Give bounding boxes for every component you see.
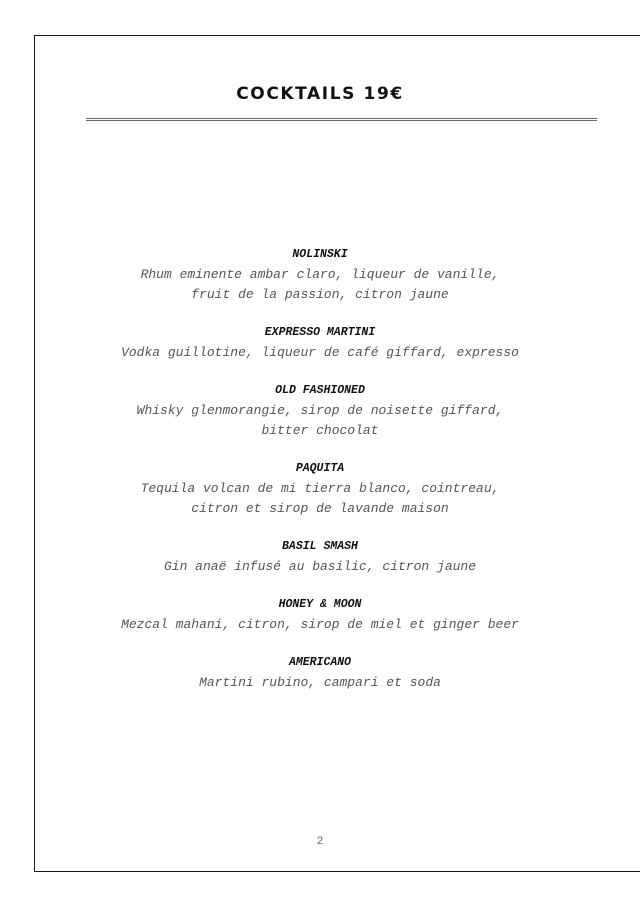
cocktail-name: PAQUITA: [295, 462, 345, 475]
cocktail-description-line: Martini rubino, campari et soda: [199, 675, 441, 690]
menu-item: [0, 384, 640, 441]
cocktail-name: OLD FASHIONED: [275, 384, 365, 397]
cocktail-description-line: Vodka guillotine, liqueur de café giffard, expresso: [121, 345, 519, 360]
menu-item: [0, 248, 640, 305]
cocktail-name: HONEY & MOON: [278, 598, 362, 611]
cocktail-description-line: Tequila volcan de mi tierra blanco, cointreau,: [140, 481, 500, 496]
cocktail-name: EXPRESSO MARTINI: [264, 326, 376, 339]
cocktail-description-line: Gin anaë infusé au basilic, citron jaune: [163, 559, 477, 574]
cocktail-name: NOLINSKI: [292, 248, 348, 261]
cocktail-description-line: fruit de la passion, citron jaune: [191, 287, 449, 302]
menu-item: [0, 656, 640, 693]
menu-item: [0, 540, 640, 577]
menu-item: [0, 462, 640, 519]
menu-item: [0, 326, 640, 363]
page-title: COCKTAILS 19€: [236, 84, 404, 104]
cocktail-name: AMERICANO: [288, 656, 352, 669]
cocktail-list: [0, 248, 640, 714]
cocktail-name: BASIL SMASH: [282, 540, 358, 553]
cocktail-description-line: Mezcal mahani, citron, sirop de miel et ginger beer: [121, 617, 519, 632]
cocktail-description-line: bitter chocolat: [261, 423, 379, 438]
cocktail-description-line: Whisky glenmorangie, sirop de noisette giffard,: [136, 403, 504, 418]
cocktail-description-line: Rhum eminente ambar claro, liqueur de vanille,: [140, 267, 500, 282]
cocktail-description-line: citron et sirop de lavande maison: [191, 501, 449, 516]
menu-item: [0, 598, 640, 635]
title-divider: [86, 118, 597, 121]
page-number: 2: [316, 836, 324, 848]
